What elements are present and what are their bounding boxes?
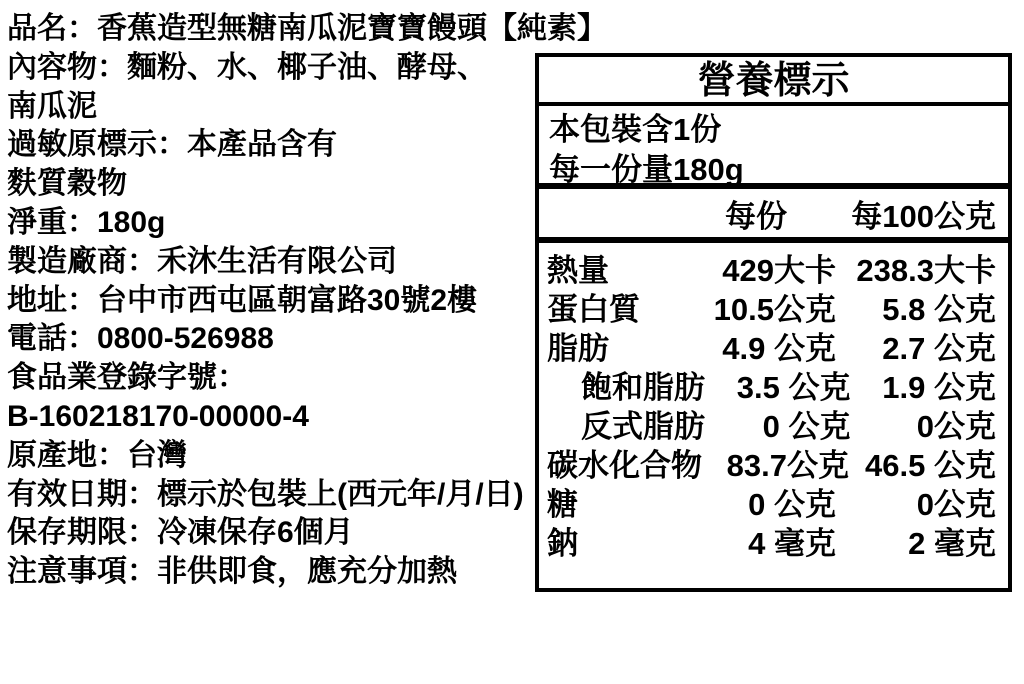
serving-size: 每一份量180g [549, 152, 744, 187]
nutrient-name: 熱量 [547, 253, 609, 288]
nutrient-per-serving: 4 毫克 [748, 526, 836, 561]
nutrient-name: 反式脂肪 [581, 409, 705, 444]
table-row-sodium [547, 524, 996, 563]
nutrient-name: 脂肪 [547, 331, 609, 366]
nutrient-per-serving: 4.9 公克 [722, 331, 836, 366]
origin-line: 原產地：台灣 [7, 438, 187, 472]
nutrient-per-100g: 238.3大卡 [856, 253, 996, 288]
nutrient-per-serving: 3.5 公克 [736, 370, 851, 405]
servings-per-package: 本包裝含1份 [549, 112, 722, 147]
shelf-life-line: 保存期限：冷凍保存6個月 [7, 516, 354, 550]
nutrition-table-title: 營養標示 [539, 57, 1008, 106]
nutrition-table [535, 53, 1012, 592]
nutrient-per-100g: 0公克 [916, 487, 996, 522]
table-row-calories [547, 251, 996, 290]
nutrient-per-serving: 83.7公克 [726, 448, 849, 483]
table-row-carbohydrate [547, 446, 996, 485]
nutrient-name: 飽和脂肪 [581, 370, 705, 405]
expiry-date-line: 有效日期：標示於包裝上(西元年/月/日) [7, 477, 524, 511]
table-row-protein [547, 290, 996, 329]
nutrient-per-100g: 1.9 公克 [882, 370, 996, 405]
table-row-fat [547, 329, 996, 368]
table-row-saturated-fat [547, 368, 996, 407]
registration-label-line: 食品業登錄字號： [7, 361, 247, 395]
nutrient-per-100g: 2.7 公克 [882, 331, 996, 366]
phone-line: 電話：0800-526988 [7, 322, 274, 356]
nutrient-per-serving: 10.5公克 [713, 292, 836, 327]
nutrition-rows [539, 243, 1008, 588]
nutrient-name: 鈉 [547, 526, 578, 561]
nutrient-name: 碳水化合物 [547, 448, 702, 483]
table-row-trans-fat [547, 407, 996, 446]
table-row-sugar [547, 485, 996, 524]
nutrient-per-100g: 2 毫克 [908, 526, 996, 561]
nutrient-per-100g: 46.5 公克 [865, 448, 996, 483]
allergen-line-cont: 麩質穀物 [7, 167, 127, 201]
address-line: 地址：台中市西屯區朝富路30號2樓 [7, 283, 478, 317]
nutrient-per-serving: 429大卡 [722, 253, 836, 288]
nutrient-name: 蛋白質 [547, 292, 640, 327]
registration-number-line: B-160218170-00000-4 [7, 399, 309, 433]
nutrient-per-100g: 0公克 [916, 409, 996, 444]
caution-line: 注意事項：非供即食，應充分加熱 [7, 555, 457, 589]
product-name-line: 品名：香蕉造型無糖南瓜泥寶寶饅頭【純素】 [7, 12, 607, 45]
nutrient-per-serving: 0 公克 [748, 487, 836, 522]
column-header-per-100g: 每100公克 [851, 198, 996, 234]
nutrition-column-headers [539, 189, 1008, 243]
net-weight-line: 淨重：180g [7, 205, 166, 239]
column-header-per-serving: 每份 [725, 198, 787, 234]
ingredients-line-cont: 南瓜泥 [7, 89, 97, 123]
nutrient-name: 糖 [547, 487, 578, 522]
serving-info [539, 106, 1008, 189]
nutrient-per-serving: 0 公克 [762, 409, 851, 444]
allergen-line: 過敏原標示：本產品含有 [7, 128, 337, 162]
manufacturer-line: 製造廠商：禾沐生活有限公司 [7, 244, 397, 278]
ingredients-line: 內容物：麵粉、水、椰子油、酵母、 [7, 50, 487, 84]
nutrient-per-100g: 5.8 公克 [882, 292, 996, 327]
